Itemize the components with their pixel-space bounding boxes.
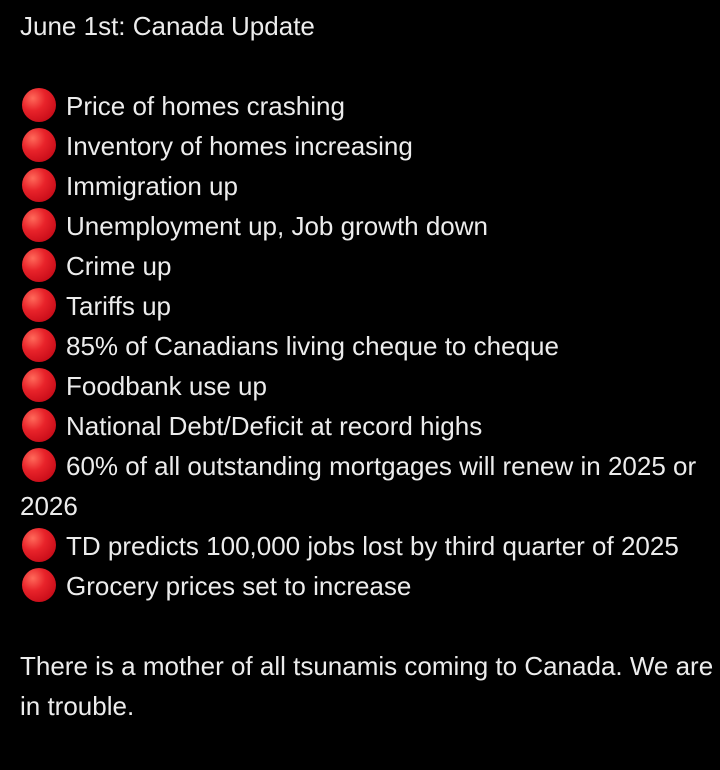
list-item-text: Price of homes crashing — [66, 91, 345, 121]
red-circle-icon — [22, 168, 56, 202]
closing-statement: There is a mother of all tsunamis coming to Canada. We are in trouble. — [20, 651, 714, 721]
list-item-text: Crime up — [66, 251, 172, 281]
list-item — [20, 326, 714, 366]
list-item-text: Grocery prices set to increase — [66, 571, 412, 601]
update-list — [20, 86, 714, 606]
list-item-text: 85% of Canadians living cheque to cheque — [66, 331, 559, 361]
list-item — [20, 446, 714, 526]
list-item-text: National Debt/Deficit at record highs — [66, 411, 483, 441]
red-circle-icon — [22, 328, 56, 362]
list-item-text: 60% of all outstanding mortgages will renew in 2025 or 2026 — [20, 451, 697, 521]
red-circle-icon — [22, 408, 56, 442]
red-circle-icon — [22, 528, 56, 562]
list-item-text: Immigration up — [66, 171, 238, 201]
list-item — [20, 246, 714, 286]
red-circle-icon — [22, 208, 56, 242]
red-circle-icon — [22, 368, 56, 402]
list-item — [20, 286, 714, 326]
post-title: June 1st: Canada Update — [20, 11, 315, 41]
list-item — [20, 566, 714, 606]
list-item-text: Tariffs up — [66, 291, 172, 321]
red-circle-icon — [22, 288, 56, 322]
red-circle-icon — [22, 128, 56, 162]
list-item — [20, 406, 714, 446]
list-item-text: Foodbank use up — [66, 371, 267, 401]
list-item — [20, 86, 714, 126]
red-circle-icon — [22, 568, 56, 602]
list-item-text: Unemployment up, Job growth down — [66, 211, 489, 241]
red-circle-icon — [22, 88, 56, 122]
list-item — [20, 166, 714, 206]
red-circle-icon — [22, 248, 56, 282]
list-item — [20, 206, 714, 246]
list-item — [20, 366, 714, 406]
list-item-text: TD predicts 100,000 jobs lost by third quarter of 2025 — [66, 531, 679, 561]
list-item — [20, 126, 714, 166]
list-item — [20, 526, 714, 566]
red-circle-icon — [22, 448, 56, 482]
list-item-text: Inventory of homes increasing — [66, 131, 413, 161]
